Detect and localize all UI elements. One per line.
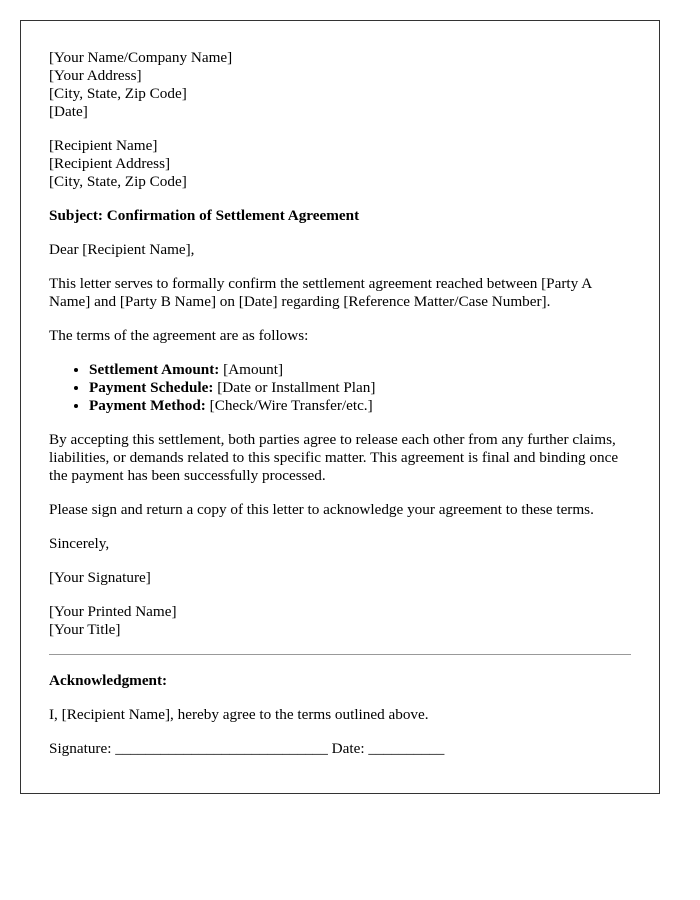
- term-label: Payment Schedule:: [89, 379, 214, 396]
- sender-name: [Your Name/Company Name]: [49, 49, 233, 66]
- subject-line: Subject: Confirmation of Settlement Agreement: [49, 207, 360, 224]
- closing: Sincerely,: [49, 535, 110, 552]
- sender-address: [Your Address]: [49, 67, 142, 84]
- sender-city: [City, State, Zip Code]: [49, 85, 187, 102]
- date-line[interactable]: __________: [368, 740, 445, 757]
- sender-date: [Date]: [49, 103, 88, 120]
- request-paragraph: Please sign and return a copy of this letter to acknowledge your agreement to these terms.: [49, 501, 594, 518]
- term-value: [Date or Installment Plan]: [213, 379, 376, 396]
- signature-label: Signature:: [49, 740, 112, 757]
- letter-page: [20, 20, 660, 794]
- section-divider: [49, 654, 631, 655]
- term-value: [Check/Wire Transfer/etc.]: [205, 397, 373, 414]
- printed-name: [Your Printed Name]: [49, 603, 177, 620]
- release-paragraph: By accepting this settlement, both parties agree to release each other from any further claims, liabilities, or demands related to this specific matter. This agreement is final and binding once the payment has been successfully processed.: [49, 431, 619, 484]
- acknowledgment-signature-row: [49, 740, 631, 758]
- signer-block: [49, 603, 631, 639]
- recipient-address: [Recipient Address]: [49, 155, 171, 172]
- terms-list: [49, 361, 631, 415]
- recipient-name: [Recipient Name]: [49, 137, 158, 154]
- salutation: Dear [Recipient Name],: [49, 241, 195, 258]
- signer-title: [Your Title]: [49, 621, 121, 638]
- sender-block: [49, 49, 631, 121]
- term-label: Payment Method:: [89, 397, 206, 414]
- signature-line[interactable]: ____________________________: [115, 740, 328, 757]
- signature-placeholder: [Your Signature]: [49, 569, 151, 586]
- term-item: [89, 361, 631, 379]
- acknowledgment-heading: Acknowledgment:: [49, 672, 168, 689]
- term-item: [89, 379, 631, 397]
- intro-paragraph: This letter serves to formally confirm the settlement agreement reached between [Party A Name] and [Party B Name] on [Date] regarding [Reference Matter/Case Number].: [49, 275, 592, 310]
- term-value: [Amount]: [219, 361, 284, 378]
- date-label: Date:: [331, 740, 365, 757]
- term-label: Settlement Amount:: [89, 361, 220, 378]
- term-item: [89, 397, 631, 415]
- terms-intro: The terms of the agreement are as follows:: [49, 327, 309, 344]
- recipient-city: [City, State, Zip Code]: [49, 173, 187, 190]
- acknowledgment-statement: I, [Recipient Name], hereby agree to the terms outlined above.: [49, 706, 429, 723]
- recipient-block: [49, 137, 631, 191]
